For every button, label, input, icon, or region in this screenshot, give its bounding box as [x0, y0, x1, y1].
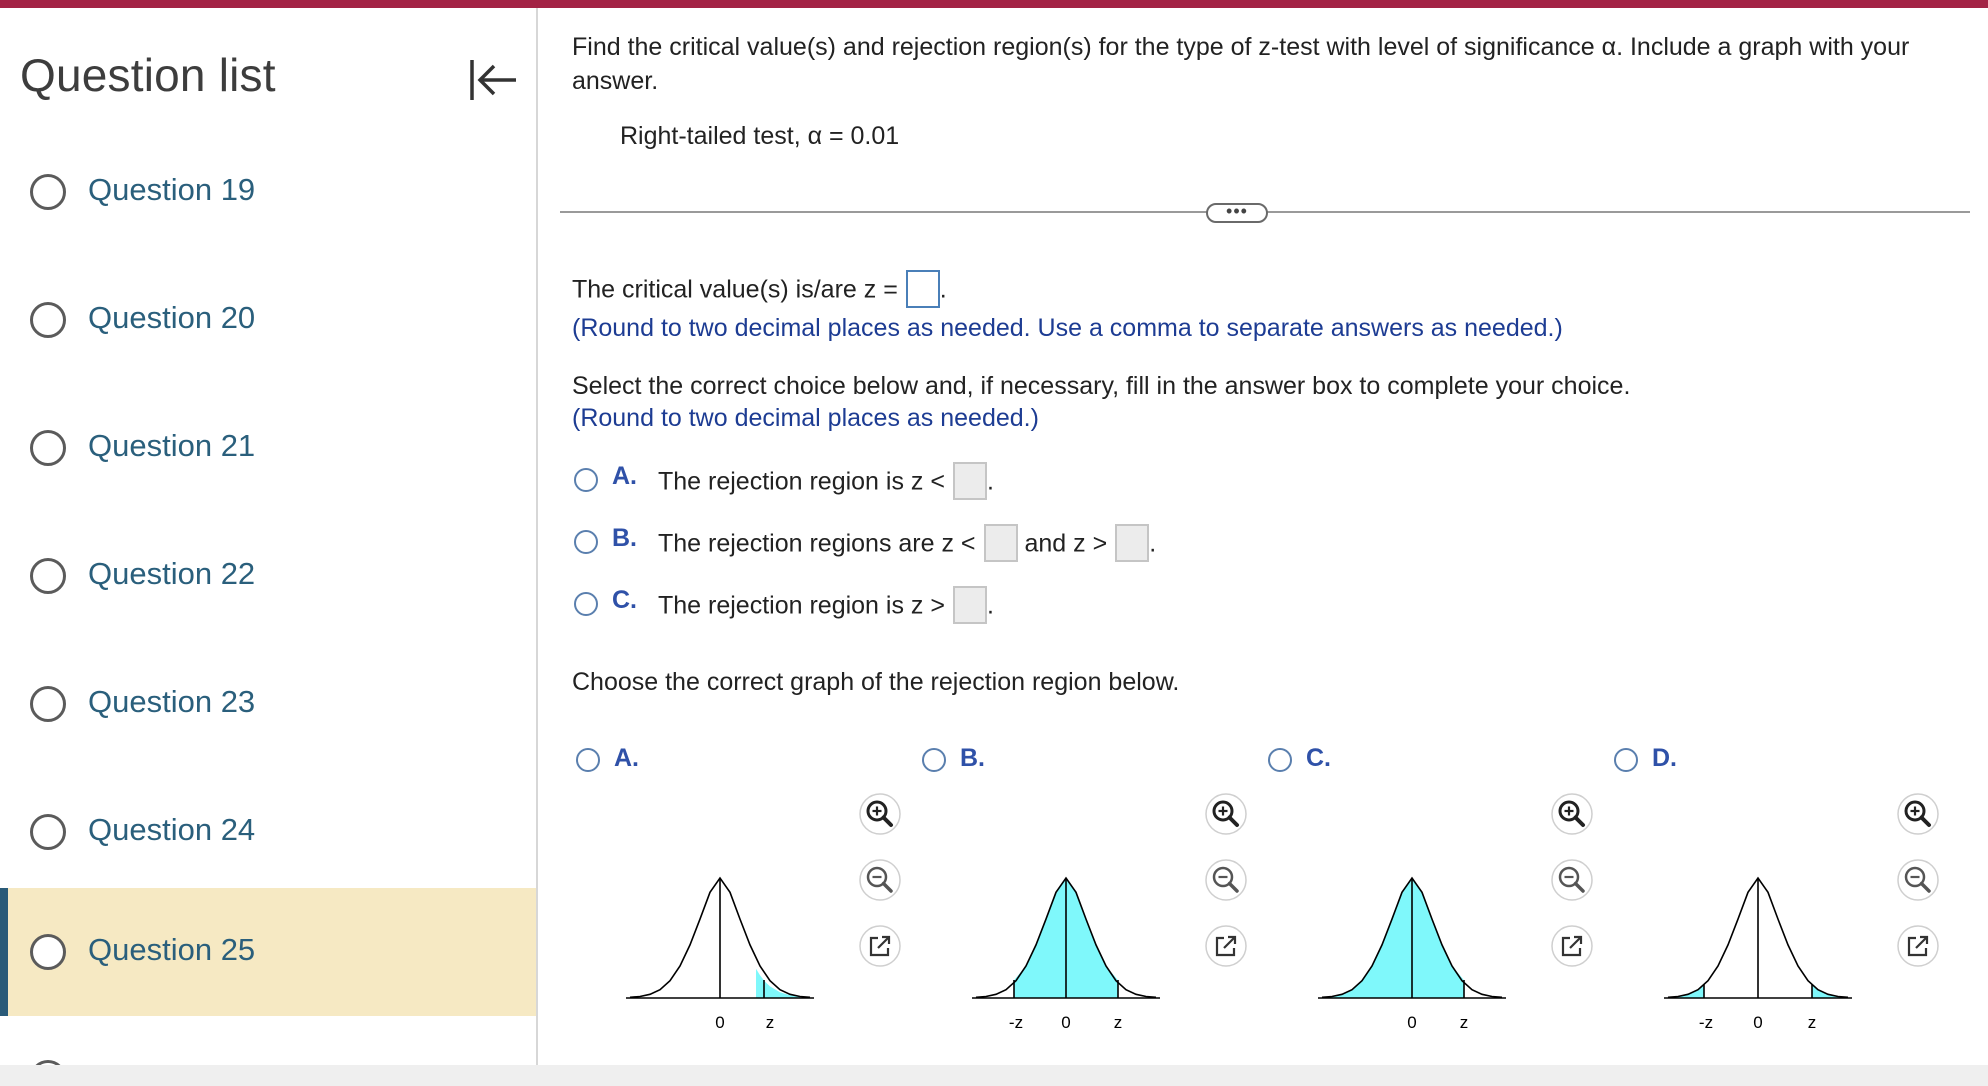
choice-a-input[interactable]: [953, 462, 987, 500]
popout-icon: [858, 924, 902, 968]
question-text: Find the critical value(s) and rejection region(s) for the type of z-test with level of significance α. Include a graph with your answer.: [572, 33, 1910, 95]
graph-a-popout-button[interactable]: [858, 924, 902, 968]
graph-d-zoom-out-button[interactable]: [1896, 858, 1940, 902]
tick-label: 0: [1407, 1013, 1417, 1032]
graph-b-zoom-in-button[interactable]: [1204, 792, 1248, 836]
graph-c-zoom-out-button[interactable]: [1550, 858, 1594, 902]
sidebar-item-label: Question 19: [88, 172, 256, 207]
collapse-left-icon: [466, 54, 520, 108]
graph-a-zoom-in-button[interactable]: [858, 792, 902, 836]
tick-label: -z: [1698, 1013, 1714, 1032]
question-status-radio: [30, 558, 66, 594]
graph-d-radio[interactable]: [1614, 748, 1638, 772]
sidebar-item-label: Question 23: [88, 684, 256, 719]
graph-option-d[interactable]: [1614, 744, 1694, 774]
question-status-radio: [30, 814, 66, 850]
graph-b-popout-button[interactable]: [1204, 924, 1248, 968]
popout-icon: [1204, 924, 1248, 968]
graph-a-zoom-out-button[interactable]: [858, 858, 902, 902]
zoom-in-icon: [858, 792, 902, 836]
choice-c-radio[interactable]: [574, 592, 598, 616]
graph-a-radio[interactable]: [576, 748, 600, 772]
question-status-radio: [30, 686, 66, 722]
choice-letter: B.: [960, 744, 985, 772]
popout-icon: [1550, 924, 1594, 968]
choice-a-label: The rejection region is z <: [658, 467, 945, 496]
sidebar-item-label: Question 24: [88, 812, 256, 847]
graph-c-radio[interactable]: [1268, 748, 1292, 772]
tick-label: 0: [1061, 1013, 1071, 1032]
top-accent-bar: [0, 0, 1988, 8]
zoom-in-icon: [1204, 792, 1248, 836]
sidebar-item-question-22[interactable]: [0, 512, 536, 640]
choice-letter: D.: [1652, 744, 1677, 772]
choice-b[interactable]: [574, 520, 1174, 564]
sidebar-item-label: Question 25: [88, 932, 256, 967]
graph-d: [1658, 848, 1858, 1048]
right-tail-shade: [756, 969, 800, 998]
left-tail-shade: [1668, 984, 1704, 998]
tick-label: z: [1113, 1013, 1123, 1032]
choice-letter: A.: [612, 462, 637, 490]
choice-letter: B.: [612, 524, 637, 552]
sidebar-item-question-25[interactable]: [0, 888, 536, 1016]
zoom-out-icon: [1204, 858, 1248, 902]
choice-c-input[interactable]: [953, 586, 987, 624]
tick-label: z: [765, 1013, 775, 1032]
tick-label: 0: [1753, 1013, 1763, 1032]
sidebar-item-question-24[interactable]: [0, 768, 536, 896]
expand-more-button[interactable]: •••: [1206, 203, 1268, 223]
graph-b-radio[interactable]: [922, 748, 946, 772]
zoom-in-icon: [1550, 792, 1594, 836]
graph-c-zoom-in-button[interactable]: [1550, 792, 1594, 836]
choice-text: [658, 526, 1156, 564]
choice-letter: C.: [612, 586, 637, 614]
question-status-radio: [30, 934, 66, 970]
critical-value-prompt: The critical value(s) is/are z =: [572, 275, 898, 304]
tick-label: -z: [1008, 1013, 1024, 1032]
graph-a: [620, 848, 820, 1048]
graph-c: [1312, 848, 1512, 1048]
question-status-radio: [30, 174, 66, 210]
zoom-out-icon: [858, 858, 902, 902]
graph-option-c[interactable]: [1268, 744, 1348, 774]
tick-label: 0: [715, 1013, 725, 1032]
zoom-out-icon: [1896, 858, 1940, 902]
graph-d-popout-button[interactable]: [1896, 924, 1940, 968]
graph-c-popout-button[interactable]: [1550, 924, 1594, 968]
critical-value-input[interactable]: [906, 270, 940, 308]
question-status-radio: [30, 302, 66, 338]
choice-text: [658, 588, 994, 626]
critical-value-hint: (Round to two decimal places as needed. Use a comma to separate answers as needed.): [572, 314, 1563, 342]
period: .: [1149, 529, 1157, 558]
sidebar-item-question-19[interactable]: [0, 128, 536, 256]
choice-b-mid-label: and z >: [1024, 529, 1108, 558]
choice-c-label: The rejection region is z >: [658, 591, 945, 620]
sidebar-item-question-23[interactable]: [0, 640, 536, 768]
critical-value-line: [572, 272, 947, 310]
rejection-region-prompt: Select the correct choice below and, if necessary, fill in the answer box to complete your choice.: [572, 372, 1631, 400]
period: .: [986, 467, 994, 496]
collapse-sidebar-button[interactable]: [466, 54, 520, 108]
choice-a-radio[interactable]: [574, 468, 598, 492]
graph-prompt: Choose the correct graph of the rejection region below.: [572, 668, 1180, 696]
choice-b-label: The rejection regions are z <: [658, 529, 976, 558]
zoom-in-icon: [1896, 792, 1940, 836]
sidebar-item-question-21[interactable]: [0, 384, 536, 512]
choice-a[interactable]: [574, 458, 994, 502]
rejection-region-hint: (Round to two decimal places as needed.): [572, 404, 1039, 432]
graph-b: [966, 848, 1166, 1048]
choice-letter: A.: [614, 744, 639, 772]
test-description: Right-tailed test, α = 0.01: [620, 122, 900, 150]
question-list-sidebar: [0, 8, 538, 1065]
sidebar-item-label: Question 21: [88, 428, 256, 463]
choice-b-lower-input[interactable]: [984, 524, 1018, 562]
question-panel: [540, 8, 1988, 1065]
left-region-shade: [1322, 878, 1464, 998]
period: .: [986, 591, 994, 620]
tick-label: z: [1807, 1013, 1817, 1032]
sidebar-item-question-20[interactable]: [0, 256, 536, 384]
bottom-bar: [0, 1065, 1988, 1086]
question-status-radio: [30, 430, 66, 466]
graph-option-b[interactable]: [922, 744, 1002, 774]
sidebar-title: Question list: [20, 49, 276, 101]
graph-b-zoom-out-button[interactable]: [1204, 858, 1248, 902]
sidebar-item-label: Question 22: [88, 556, 256, 591]
popout-icon: [1896, 924, 1940, 968]
choice-text: [658, 464, 994, 502]
choice-b-radio[interactable]: [574, 530, 598, 554]
right-tail-shade: [1812, 984, 1848, 998]
graph-d-zoom-in-button[interactable]: [1896, 792, 1940, 836]
sidebar-item-label: Question 20: [88, 300, 256, 335]
zoom-out-icon: [1550, 858, 1594, 902]
graph-option-a[interactable]: [576, 744, 656, 774]
choice-b-upper-input[interactable]: [1115, 524, 1149, 562]
period: .: [939, 275, 947, 304]
choice-letter: C.: [1306, 744, 1331, 772]
choice-c[interactable]: [574, 582, 994, 626]
tick-label: z: [1459, 1013, 1469, 1032]
